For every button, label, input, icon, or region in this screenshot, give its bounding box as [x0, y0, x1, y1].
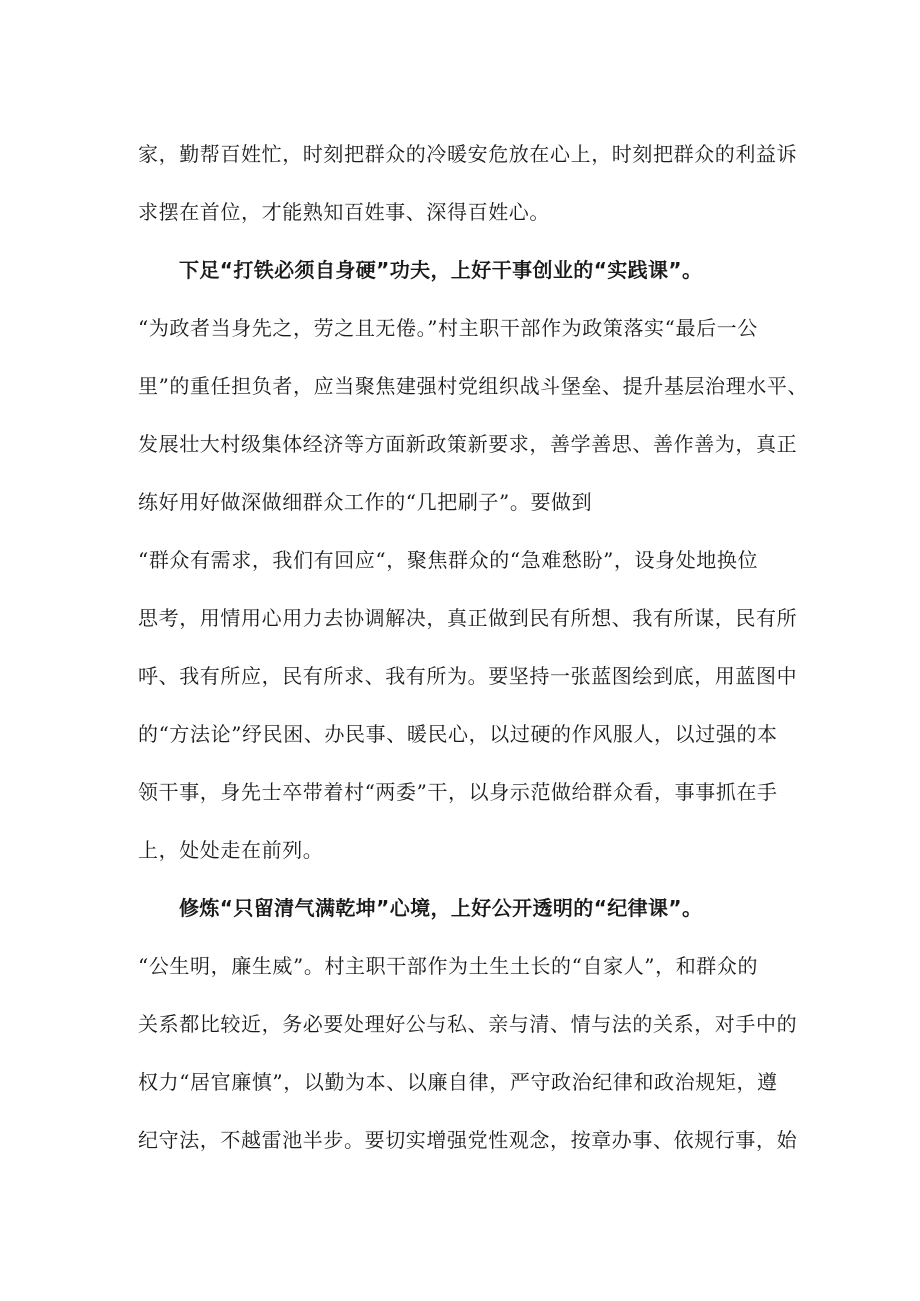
- paragraph-line: 里”的重任担负者，应当聚焦建强村党组织战斗堡垒、提升基层治理水平、: [138, 374, 809, 398]
- paragraph-line: “群众有需求，我们有回应“，聚焦群众的“急难愁盼”，设身处地换位: [138, 548, 759, 572]
- paragraph-line: 纪守法，不越雷池半步。要切实增强党性观念，按章办事、依规行事，始: [138, 1128, 798, 1152]
- paragraph-line: 权力“居官廉慎”，以勤为本、以廉自律，严守政治纪律和政治规矩，遵: [138, 1070, 778, 1094]
- paragraph-line: 上，处处走在前列。: [138, 838, 324, 862]
- section-heading: 修炼“只留清气满乾坤”心境，上好公开透明的“纪律课”。: [179, 896, 703, 920]
- paragraph-line: 练好用好做深做细群众工作的“几把刷子”。要做到: [138, 490, 593, 514]
- paragraph-line: “公生明，廉生威”。村主职干部作为土生土长的“自家人”，和群众的: [138, 954, 759, 978]
- paragraph-line: 发展壮大村级集体经济等方面新政策新要求，善学善思、善作善为，真正: [138, 432, 798, 456]
- paragraph-line: 呼、我有所应，民有所求、我有所为。要坚持一张蓝图绘到底，用蓝图中: [138, 664, 798, 688]
- paragraph-line: 的“方法论”纾民困、办民事、暖民心，以过硬的作风服人，以过强的本: [138, 722, 778, 746]
- paragraph-line: 领干事，身先士卒带着村“两委”干，以身示范做给群众看，事事抓在手: [138, 780, 778, 804]
- paragraph-line: 家，勤帮百姓忙，时刻把群众的冷暖安危放在心上，时刻把群众的利益诉: [138, 142, 798, 166]
- section-heading: 下足“打铁必须自身硬”功夫，上好干事创业的“实践课”。: [179, 258, 703, 282]
- paragraph-line: “为政者当身先之，劳之且无倦。”村主职干部作为政策落实“最后一公: [138, 316, 758, 340]
- paragraph-line: 思考，用情用心用力去协调解决，真正做到民有所想、我有所谋，民有所: [138, 606, 798, 630]
- paragraph-line: 求摆在首位，才能熟知百姓事、深得百姓心。: [138, 200, 550, 224]
- paragraph-line: 关系都比较近，务必要处理好公与私、亲与清、情与法的关系，对手中的: [138, 1012, 798, 1036]
